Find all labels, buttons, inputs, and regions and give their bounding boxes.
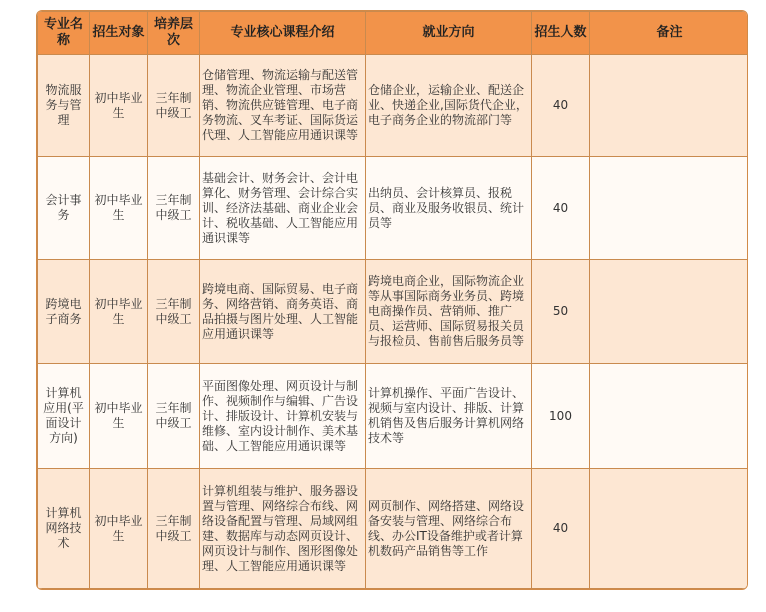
cell-level: 三年制中级工 [148, 469, 200, 589]
cell-note [590, 157, 749, 260]
cell-name: 计算机网络技术 [38, 469, 90, 589]
header-courses: 专业核心课程介绍 [200, 12, 366, 55]
cell-count: 40 [532, 55, 590, 157]
cell-note [590, 364, 749, 469]
cell-courses: 计算机组装与维护、服务器设置与管理、网络综合布线、网络设备配置与管理、局域网组建、数据库与动态网页设计、网页设计与制作、图形图像处理、人工智能应用通识课等 [200, 469, 366, 589]
header-note: 备注 [590, 12, 749, 55]
cell-count: 40 [532, 157, 590, 260]
cell-level: 三年制中级工 [148, 260, 200, 364]
table-row [38, 469, 749, 589]
program-table [37, 11, 748, 589]
cell-target: 初中毕业生 [90, 260, 148, 364]
cell-career: 出纳员、会计核算员、报税员、商业及服务收银员、统计员等 [366, 157, 532, 260]
table-row [38, 260, 749, 364]
cell-target: 初中毕业生 [90, 157, 148, 260]
cell-name: 物流服务与管理 [38, 55, 90, 157]
cell-note [590, 469, 749, 589]
cell-level: 三年制中级工 [148, 55, 200, 157]
cell-name: 跨境电子商务 [38, 260, 90, 364]
cell-note [590, 260, 749, 364]
cell-courses: 平面图像处理、网页设计与制作、视频制作与编辑、广告设计、排版设计、计算机安装与维修、室内设计制作、美术基础、人工智能应用通识课等 [200, 364, 366, 469]
cell-target: 初中毕业生 [90, 364, 148, 469]
cell-career: 网页制作、网络搭建、网络设备安装与管理、网络综合布线、办公IT设备维护或者计算机数码产品销售等工作 [366, 469, 532, 589]
cell-level: 三年制中级工 [148, 157, 200, 260]
cell-courses: 跨境电商、国际贸易、电子商务、网络营销、商务英语、商品拍摄与图片处理、人工智能应用通识课等 [200, 260, 366, 364]
cell-count: 40 [532, 469, 590, 589]
cell-count: 50 [532, 260, 590, 364]
table-row [38, 55, 749, 157]
header-target: 招生对象 [90, 12, 148, 55]
cell-name: 会计事务 [38, 157, 90, 260]
cell-career: 跨境电商企业，国际物流企业等从事国际商务业务员、跨境电商操作员、营销师、推广员、运营师、国际贸易报关员与报检员、售前售后服务员等 [366, 260, 532, 364]
cell-level: 三年制中级工 [148, 364, 200, 469]
cell-career: 计算机操作、平面广告设计、视频与室内设计、排版、计算机销售及售后服务计算机网络技术等 [366, 364, 532, 469]
table-row [38, 157, 749, 260]
table-wrapper [36, 10, 748, 590]
header-level: 培养层次 [148, 12, 200, 55]
table-row [38, 364, 749, 469]
table-frame [36, 10, 748, 590]
cell-note [590, 55, 749, 157]
header-name: 专业名称 [38, 12, 90, 55]
cell-name: 计算机应用(平面设计方向) [38, 364, 90, 469]
header-career: 就业方向 [366, 12, 532, 55]
cell-target: 初中毕业生 [90, 469, 148, 589]
cell-courses: 基础会计、财务会计、会计电算化、财务管理、会计综合实训、经济法基础、商业企业会计、税收基础、人工智能应用通识课等 [200, 157, 366, 260]
cell-count: 100 [532, 364, 590, 469]
cell-target: 初中毕业生 [90, 55, 148, 157]
cell-career: 仓储企业，运输企业、配送企业、快递企业,国际货代企业，电子商务企业的物流部门等 [366, 55, 532, 157]
header-row [38, 12, 749, 55]
header-count: 招生人数 [532, 12, 590, 55]
cell-courses: 仓储管理、物流运输与配送管理、物流企业管理、市场营销、物流供应链管理、电子商务物流、叉车考证、国际货运代理、人工智能应用通识课等 [200, 55, 366, 157]
